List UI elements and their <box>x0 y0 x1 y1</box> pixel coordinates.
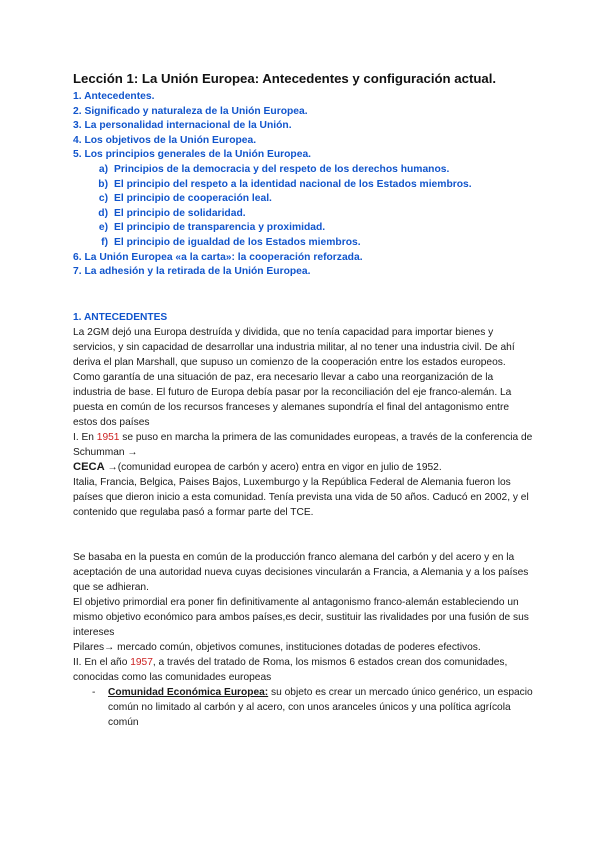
toc-subitem-f <box>73 236 593 251</box>
paragraph-basis: Se basaba en la puesta en común de la producción franco alemana del carbón y del acero y en la aceptación de una autoridad nueva cuyas decisiones vincularán a Francia, a Alemania y a los países que se adhieran. <box>73 552 529 593</box>
toc-item-5: 5. Los principios generales de la Unión Europea. <box>73 149 312 161</box>
toc-item-3: 3. La personalidad internacional de la Unión. <box>73 120 292 132</box>
toc-subitem-text: Principios de la democracia y del respeto de los derechos humanos. <box>114 163 450 175</box>
toc-subitem-text: El principio de cooperación leal. <box>114 193 272 205</box>
toc-subitem-e <box>73 221 593 236</box>
year-1957: 1957 <box>130 657 153 668</box>
list-item-cee <box>73 685 533 730</box>
paragraph-peace: Como garantía de una situación de paz, era necesario llevar a cabo una reorganización de la industria de base. El futuro de Europa debía pasar por la reconciliación del eje franco-alemán. La puesta en común de los recursos franceses y alemanes supondría el final del antagonismo entre estos dos países <box>73 372 512 428</box>
toc-item-4: 4. Los objetivos de la Unión Europea. <box>73 134 257 146</box>
toc-subitem-c <box>73 192 593 207</box>
paragraph-members: Italia, Francia, Belgica, Paises Bajos, Luxemburgo y la República Federal de Alemania fueron los países que dieron inicio a esta comunidad. Tenía prevista una vida de 50 años. Caducó en 2002, y el contenido que regulaba pasó a formar parte del TCE. <box>73 477 529 518</box>
toc-subitem-letter: b) <box>98 178 108 190</box>
paragraph-postwar: La 2GM dejó una Europa destruída y dividida, que no tenía capacidad para importar bienes y servicios, y sin capacidad de desarrollar una industria militar, al no tener una industria civil. De ahí deriva el plan Marshall, que supuso un comienzo de la cooperación entre los estados europeos. <box>73 327 515 368</box>
toc-subitem-d <box>73 207 593 222</box>
ceca-label: CECA <box>73 461 105 473</box>
toc-subitem-letter: e) <box>98 222 108 234</box>
text-fragment: se puso en marcha la primera de las comunidades europeas, a través de la conferencia de Schumman → <box>73 432 533 458</box>
text-fragment: II. En el año <box>73 657 131 668</box>
toc-subitem-letter: d) <box>98 207 108 219</box>
toc-subitem-letter: a) <box>98 163 108 175</box>
toc-subitem-text: El principio de igualdad de los Estados miembros. <box>114 236 361 248</box>
paragraph-1951 <box>73 430 533 460</box>
toc-item-1: 1. Antecedentes. <box>73 91 155 102</box>
paragraph-ceca <box>73 460 533 475</box>
toc-subitem-text: El principio del respeto a la identidad nacional de los Estados miembros. <box>114 178 472 190</box>
toc-subitem-text: El principio de transparencia y proximidad. <box>114 222 326 234</box>
ceca-text: →(comunidad europea de carbón y acero) entra en vigor en julio de 1952. <box>104 462 442 473</box>
toc-item-7: 7. La adhesión y la retirada de la Unión Europea. <box>73 266 311 278</box>
text-fragment: I. En <box>73 432 97 443</box>
cee-label: Comunidad Económica Europea: <box>108 687 269 698</box>
table-of-contents <box>73 90 593 280</box>
lesson-title: Lección 1: La Unión Europea: Antecedentes y configuración actual. <box>73 71 497 86</box>
toc-subitem-text: El principio de solidaridad. <box>114 207 246 219</box>
toc-subitem-letter: c) <box>98 193 108 205</box>
text-fragment: , a través del tratado de Roma, los mismos 6 estados crean dos comunidades, conocidas como las comunidades europeas <box>73 657 508 683</box>
section-heading: 1. ANTECEDENTES <box>73 312 168 323</box>
paragraph-1957 <box>73 655 533 685</box>
toc-item-2: 2. Significado y naturaleza de la Unión Europea. <box>73 105 308 117</box>
year-1951: 1951 <box>96 432 120 443</box>
paragraph-objective: El objetivo primordial era poner fin definitivamente al antagonismo franco-alemán estableciendo un mismo objetivo económico para ambos países,es decir, sustituir las rivalidades por una fusión de sus intereses <box>73 597 529 638</box>
bullet-dash: - <box>92 687 96 698</box>
section-body <box>73 310 533 730</box>
paragraph-pillars: Pilares→ mercado común, objetivos comunes, instituciones dotadas de poderes efectivos. <box>73 642 481 653</box>
toc-subitem-b <box>73 178 593 193</box>
spacer <box>73 520 533 550</box>
toc-item-6: 6. La Unión Europea «a la carta»: la cooperación reforzada. <box>73 251 363 263</box>
cee-text: su objeto es crear un mercado único genérico, un espacio común no limitado al carbón y al acero, con unos aranceles únicos y una política agrícola común <box>108 687 533 728</box>
toc-subitem-a <box>73 163 593 178</box>
toc-subitem-letter: f) <box>101 236 108 248</box>
